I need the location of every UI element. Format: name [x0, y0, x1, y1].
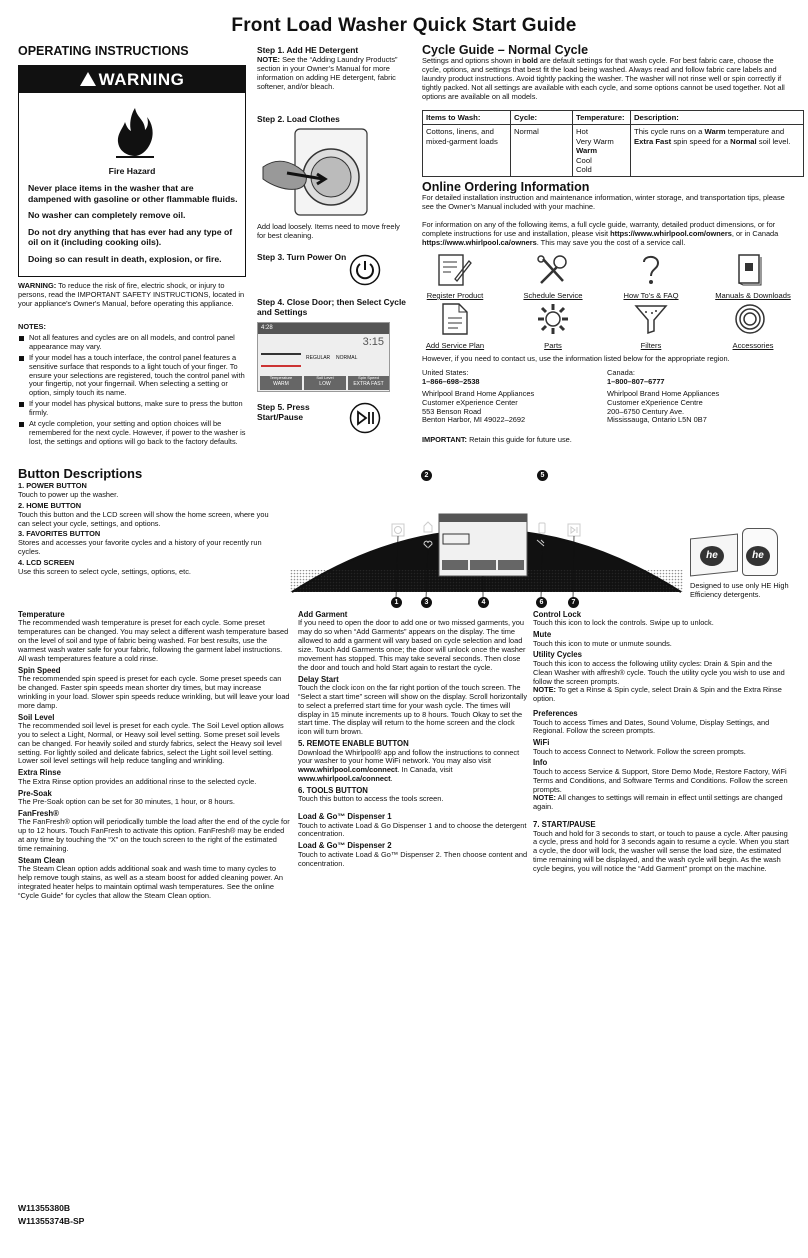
options-column-1: Temperature The recommended wash temperature is preset for each cycle. Some preset temperatures can be changed. You may select a different wash temperature based on the level of soil and type of fabric being washed. For best results, use the warmest wash water safe for your fabric, following the garment label instructions. All wash temperatures feature a cold rinse. Spin Speed The recommended spin speed is preset for each cycle. Some preset speeds can be changed. Faster spin speeds mean shorter dry times, but may increase wrinkling in your load. Slower spin speeds reduce wrinkling, but will leave your load more damp. Soil Level The recommended soil level is preset for each cycle. The Soil Level option allows you to select a Light, Normal, or Heavy soil level setting. Some preset soil levels can be changed. For heavily soiled and sturdy fabrics, select the Heavy soil level setting. For lightly soiled and delicate fabrics, select the Light soil level setting. Lower soil level settings will help reduce tangling and wrinkling. Extra Rinse The Extra Rinse option provides an additional rinse to the selected cycle. Pre-Soak The Pre-Soak option can be set for 30 minutes, 1 hour, or 8 hours. FanFresh® The FanFresh® option will periodically tumble the load after the end of the cycle for up to 12 hours. Touch FanFresh to activate this option. FanFresh® may be ended at any time by touching the “X” on the touch screen to the right of the estimated time remaining. Steam Clean The Steam Clean option adds additional soak and wash time to many cycles to help remove tough stains, as well as a steam boost for added cleaning power. An integrated heater helps to maintain optimal wash temperatures. See the online “Cycle Guide” for cycles that allow the Steam Clean option.: [18, 610, 290, 900]
page-title: Front Load Washer Quick Start Guide: [231, 15, 577, 36]
owners-link-us[interactable]: https://www.whirlpool.com/owners: [610, 228, 732, 238]
register-product-link[interactable]: Register Product: [426, 291, 484, 300]
cycle-guide-heading: Cycle Guide – Normal Cycle: [422, 43, 589, 57]
step2-text: Add load loosely. Items need to move freely for best cleaning.: [257, 222, 400, 240]
screen-soil-button[interactable]: Soil Level LOW: [304, 376, 346, 390]
screen-soil: REGULAR: [306, 355, 331, 361]
callout-7: 7: [568, 597, 579, 608]
he-logo-box: he: [700, 546, 724, 566]
button-descriptions-list: 1. POWER BUTTON Touch to power up the washer. 2. HOME BUTTON Touch this button and the LCD screen will show the home screen, where you can select your cycle, settings, and options. 3. FAVORITES BUTTON Stores and accesses your favorite cycles and a history of your recently run cycles. 4. LCD SCREEN Use this screen to select cycle, settings, options, etc.: [18, 481, 269, 576]
screen-cycle-bar: [261, 353, 301, 367]
cycle-guide-table: [422, 110, 804, 177]
warning-header: WARNING: [19, 66, 245, 93]
list-item: If your model has physical buttons, make sure to press the button firmly.: [29, 400, 246, 418]
add-service-plan-link[interactable]: Add Service Plan: [425, 341, 485, 350]
callout-1: 1: [391, 597, 402, 608]
cycle-guide-intro: Settings and options shown in bold are default settings for that wash cycle. For best fabric care, choose the cycle, options, and settings that best fit the load being washed. Always read and follow fabric care labels and laundry product instructions. Avoid tightly packing the washer. The washer will not rinse well or spin correctly if tightly packed. Not all settings are available with each cycle, and some options cannot be used together. Not all options are available on all models.: [422, 56, 785, 101]
connect-link-us[interactable]: www.whirlpool.com/connect: [298, 765, 398, 775]
step4-title: Step 4. Close Door; then Select Cycle and Settings: [257, 297, 406, 318]
manual-book-icon[interactable]: [735, 253, 765, 287]
document-codes: W11355380B W11355374B-SP: [18, 1203, 85, 1227]
schedule-service-icon[interactable]: [535, 253, 571, 287]
warning-text: Never place items in the washer that are dampened with gasoline or other flammable fluids. No washer can completely remove oil. Do not dry anything that has ever had any type of oil on it (including cooking oils). Doing so can result in death, explosion, or fire.: [28, 183, 238, 265]
step1-title: Step 1. Add HE Detergent: [257, 45, 359, 55]
canada-contact: Canada: 1–800–807–6777 Whirlpool Brand Home Appliances Customer eXperience Centre 200–6750 Century Ave. Mississauga, Ontario L5N 0B7: [607, 368, 720, 425]
question-mark-icon[interactable]: [633, 251, 669, 287]
control-panel-illustration: [290, 470, 683, 600]
callout-2: 2: [421, 470, 432, 481]
screen-temp-button[interactable]: Temperature WARM: [260, 376, 302, 390]
he-logo-jug: he: [746, 546, 770, 566]
notes-list: [18, 334, 246, 449]
callout-4: 4: [478, 597, 489, 608]
accessories-link[interactable]: Accessories: [732, 341, 774, 350]
online-p2: For information on any of the following items, a full cycle guide, warranty, detailed product dimensions, or for complete instructions for use and installation, please visit https://www.whirlpool.com/owners, or in Canada https://www.whirlpool.ca/owners. This may save you the cost of a service call.: [422, 220, 779, 247]
screen-status-bar: 4:28: [258, 323, 389, 334]
fire-icon: [115, 106, 155, 158]
list-item: Not all features and cycles are on all models, and control panel appearance may vary.: [29, 334, 246, 352]
power-button-icon: [349, 254, 381, 286]
control-screen: [257, 322, 390, 392]
filter-funnel-icon[interactable]: [634, 303, 668, 335]
he-detergent-illustration: [690, 528, 790, 578]
how-tos-faq-link[interactable]: How To’s & FAQ: [623, 291, 679, 300]
warning-box: [18, 65, 246, 277]
screen-spin: NORMAL: [336, 355, 358, 361]
gear-icon[interactable]: [536, 302, 570, 336]
screen-time: 3:15: [362, 336, 384, 348]
list-item: At cycle completion, your setting and option choices will be remembered for the next cycle. However, if power to the washer is lost, the settings and options will go back to the factory defaults.: [29, 418, 246, 446]
manuals-downloads-link[interactable]: Manuals & Downloads: [715, 291, 791, 300]
filters-link[interactable]: Filters: [640, 341, 662, 350]
online-ordering-heading: Online Ordering Information: [422, 180, 590, 194]
warning-paragraph: WARNING: To reduce the risk of fire, electric shock, or injury to persons, read the IMPORTANT SAFETY INSTRUCTIONS, located in your appliance's Owner's Manual, before operating this appliance.: [18, 281, 245, 308]
schedule-service-link[interactable]: Schedule Service: [523, 291, 583, 300]
us-contact: United States: 1–866–698–2538 Whirlpool Brand Home Appliances Customer eXperience Center 553 Benson Road Benton Harbor, MI 49022–2692: [422, 368, 535, 425]
options-column-2: Add Garment If you need to open the door to add one or two missed garments, you may do so when “Add Garments” appears on the display. The time allowed to add a garment will vary based on cycle selection and load size. Touch Add Garments once; the door will unlock once the washer movement has stopped. This may take several seconds. Then close the door and touch and hold Start again to restart the cycle. Delay Start Touch the clock icon on the far right portion of the touch screen. The “Select a start time” screen will show on the display. Scroll horizontally to select a preferred start time for your wash cycle. The times will display in 15 minute increments up to 8 hours. Touch Okay to set the start time. The display will return to the home screen and the clock icon will turn brown. 5. REMOTE ENABLE BUTTON Download the Whirlpool® app and follow the instructions to connect your washer to your home WiFi network. You may also visit www.whirlpool.com/connect. In Canada, visit www.whirlpool.ca/connect. 6. TOOLS BUTTON Touch this button to access the tools screen. Load & Go™ Dispenser 1 Touch to activate Load & Go Dispenser 1 and to choose the detergent concentration. Load & Go™ Dispenser 2 Touch to activate Load & Go™ Dispenser 2. Then choose content and concentration.: [298, 610, 528, 868]
notes-label: NOTES:: [18, 322, 46, 331]
contact-line: However, if you need to contact us, use the information listed below for the appropriate region.: [422, 354, 730, 363]
start-pause-icon: [349, 402, 381, 434]
washer-loading-illustration: [257, 127, 377, 219]
parts-link[interactable]: Parts: [544, 341, 562, 350]
callout-6: 6: [536, 597, 547, 608]
callout-3: 3: [421, 597, 432, 608]
list-item: If your model has a touch interface, the control panel features a sensitive surface that responds to a light touch of your finger. To ensure your selections are registered, touch the control panel with your fingertip, not your fingernail. When selecting a setting or option, simply touch its name.: [29, 352, 245, 398]
table-header-row: Items to Wash: Cycle: Temperature: Description:: [423, 111, 804, 125]
online-p1: For detailed installation instruction and maintenance information, winter storage, and transportation tips, please see the Owner’s Manual included with your machine.: [422, 193, 785, 211]
connect-link-ca[interactable]: www.whirlpool.ca/connect: [298, 774, 391, 784]
register-product-icon[interactable]: [437, 253, 473, 287]
step1-note: NOTE: See the “Adding Laundry Products” section in your Owner’s Manual for more information on adding HE detergent, fabric softener, and/or bleach.: [257, 55, 398, 91]
important-note: IMPORTANT: Retain this guide for future use.: [422, 435, 572, 444]
button-descriptions-heading: Button Descriptions: [18, 466, 143, 481]
step2-title: Step 2. Load Clothes: [257, 114, 340, 124]
table-row: Cottons, linens, and mixed-garment loads Normal Hot Very Warm Warm Cool Cold This cycle runs on a Warm temperature and Extra Fast spin speed for a Normal soil level.: [423, 125, 804, 177]
he-caption: Designed to use only HE High Efficiency detergents.: [690, 581, 789, 599]
hose-coil-icon[interactable]: [733, 302, 767, 336]
owners-link-ca[interactable]: https://www.whirlpool.ca/owners: [422, 237, 537, 247]
service-plan-document-icon[interactable]: [440, 302, 470, 336]
warning-triangle-icon: [80, 72, 96, 86]
callout-5: 5: [537, 470, 548, 481]
options-column-3: Control Lock Touch this icon to lock the controls. Swipe up to unlock. Mute Touch this icon to mute or unmute sounds. Utility Cycles Touch this icon to access the following utility cycles: Drain & Spin and the Clean Washer with affresh® cycle. Touch the utility cycle you wish to use and follow the screen prompts. NOTE: To get a Rinse & Spin cycle, select Drain & Spin and the Extra Rinse option. Preferences Touch to access Times and Dates, Sound Volume, Display Settings, and Regional. Follow the screen prompts. WiFi Touch to access Connect to Network. Follow the screen prompts. Info Touch to access Service & Support, Store Demo Mode, Restore Factory, WiFi Terms and Conditions, and Software Terms and Conditions. Follow the screen prompts. NOTE: All changes to settings will remain in effect until settings are changed again. 7. START/PAUSE Touch and hold for 3 seconds to start, or touch to pause a cycle. After pausing a cycle, press and hold for 3 seconds again to resume a cycle. When you start a cycle, the door will lock, the washer will sense the load size, the estimated time remaining will be displayed, and the wash cycle will begin. As the wash cycle begins, you will notice the “Add Garment” prompt on the machine.: [533, 610, 789, 874]
operating-instructions-heading: OPERATING INSTRUCTIONS: [18, 44, 189, 58]
step5-title: Step 5. Press Start/Pause: [257, 402, 310, 423]
fire-hazard-label: Fire Hazard: [108, 166, 156, 176]
step3-title: Step 3. Turn Power On: [257, 252, 347, 262]
screen-spin-button[interactable]: Spin Speed EXTRA FAST: [348, 376, 389, 390]
